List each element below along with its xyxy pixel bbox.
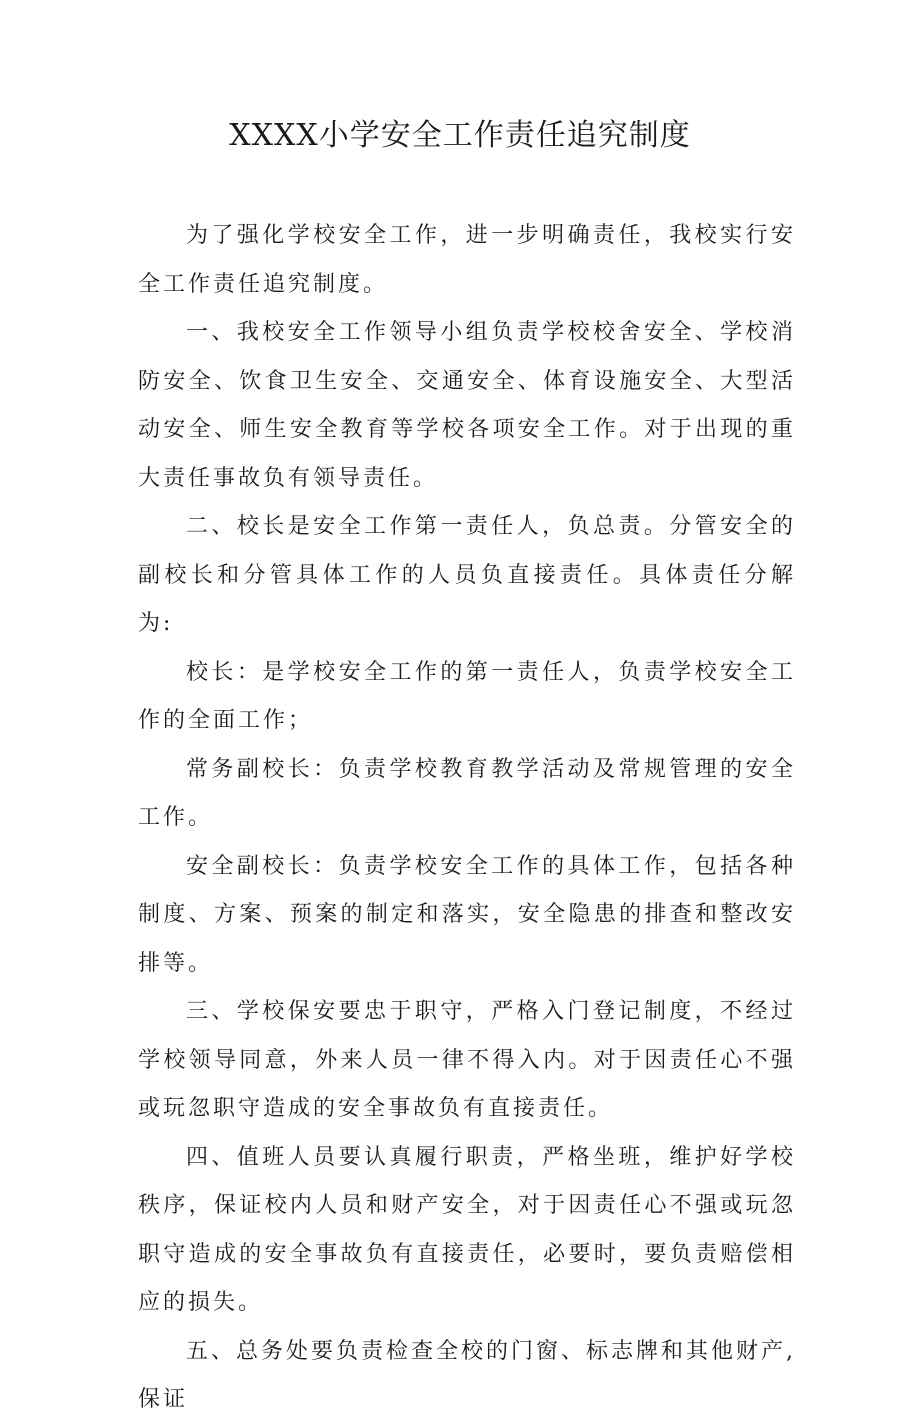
paragraph-section-5: 五、总务处要负责检查全校的门窗、标志牌和其他财产,保证 <box>138 1338 796 1412</box>
paragraph-intro: 为了强化学校安全工作，进一步明确责任，我校实行安全工作责任追究制度。 <box>138 223 796 297</box>
document-body <box>138 212 796 1425</box>
paragraph-executive-vice-principal: 常务副校长：负责学校教育教学活动及常规管理的安全工作。 <box>138 756 796 830</box>
paragraph-safety-vice-principal: 安全副校长：负责学校安全工作的具体工作，包括各种制度、方案、预案的制定和落实，安全隐患的排查和整改安排等。 <box>138 853 796 976</box>
paragraph-section-2: 二、校长是安全工作第一责任人，负总责。分管安全的副校长和分管具体工作的人员负直接责任。具体责任分解为: <box>138 514 796 636</box>
paragraph-section-1: 一、我校安全工作领导小组负责学校校舍安全、学校消防安全、饮食卫生安全、交通安全、体育设施安全、大型活动安全、师生安全教育等学校各项安全工作。对于出现的重大责任事故负有领导责任。 <box>138 320 796 491</box>
document-title: XXXX小学安全工作责任追究制度 <box>229 118 691 153</box>
paragraph-principal: 校长：是学校安全工作的第一责任人，负责学校安全工作的全面工作； <box>138 659 796 733</box>
paragraph-section-3: 三、学校保安要忠于职守，严格入门登记制度，不经过学校领导同意，外来人员一律不得入内。对于因责任心不强或玩忽职守造成的安全事故负有直接责任。 <box>138 999 796 1121</box>
paragraph-section-4: 四、值班人员要认真履行职责，严格坐班，维护好学校秩序，保证校内人员和财产安全，对于因责任心不强或玩忽职守造成的安全事故负有直接责任，必要时，要负责赔偿相应的损失。 <box>138 1144 796 1315</box>
